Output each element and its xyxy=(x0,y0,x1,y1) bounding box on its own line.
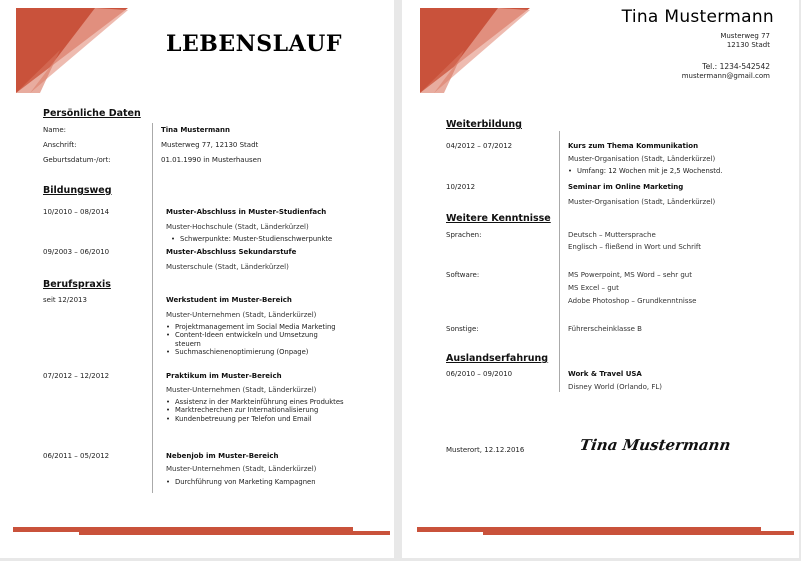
experience-bullets xyxy=(161,478,361,486)
corner-decoration xyxy=(402,0,532,96)
experience-org: Muster-Unternehmen (Stadt, Länderkürzel) xyxy=(166,386,317,394)
experience-title: Praktikum im Muster-Bereich xyxy=(166,372,282,380)
list-item: • Assistenz in der Markteinführung eines Produktes xyxy=(161,398,351,406)
training-title: Kurs zum Thema Kommunikation xyxy=(568,142,699,150)
education-org: Musterschule (Stadt, Länderkürzel) xyxy=(166,263,289,271)
list-item: • Umfang: 12 Wochen mit je 2,5 Wochenstd. xyxy=(563,167,763,175)
skills-line: MS Excel – gut xyxy=(568,284,619,292)
corner-decoration xyxy=(0,0,130,96)
experience-org: Muster-Unternehmen (Stadt, Länderkürzel) xyxy=(166,465,317,473)
section-heading-training: Weiterbildung xyxy=(446,119,522,130)
list-item: • Schwerpunkte: Muster-Studienschwerpunkte xyxy=(166,235,366,243)
skills-line: Deutsch – Muttersprache xyxy=(568,231,656,239)
section-heading-education: Bildungsweg xyxy=(43,185,112,196)
skills-line: MS Powerpoint, MS Word – sehr gut xyxy=(568,271,692,279)
education-date: 10/2010 – 08/2014 xyxy=(43,208,110,216)
label-address: Anschrift: xyxy=(43,141,77,149)
section-heading-abroad: Auslandserfahrung xyxy=(446,353,549,364)
education-bullets xyxy=(166,235,366,243)
experience-date: 07/2012 – 12/2012 xyxy=(43,372,110,380)
experience-date: seit 12/2013 xyxy=(43,296,87,304)
value-address: Musterweg 77, 12130 Stadt xyxy=(161,141,259,149)
list-item: • Marktrecherchen zur Internationalisierung xyxy=(161,406,351,414)
list-item: • Durchführung von Marketing Kampagnen xyxy=(161,478,361,486)
experience-title: Nebenjob im Muster-Bereich xyxy=(166,452,279,460)
list-item: • Kundenbetreuung per Telefon und Email xyxy=(161,415,351,423)
value-name: Tina Mustermann xyxy=(161,126,230,134)
section-heading-personal: Persönliche Daten xyxy=(43,108,141,119)
signature: Tina Mustermann xyxy=(578,436,732,454)
skills-label-software: Software: xyxy=(446,271,480,279)
experience-bullets xyxy=(161,398,351,423)
section-heading-experience: Berufspraxis xyxy=(43,279,111,290)
label-name: Name: xyxy=(43,126,67,134)
skills-line: Englisch – fließend in Wort und Schrift xyxy=(568,243,701,251)
experience-bullets xyxy=(161,323,341,357)
education-title: Muster-Abschluss Sekundarstufe xyxy=(166,248,297,256)
abroad-org: Disney World (Orlando, FL) xyxy=(568,383,663,391)
training-org: Muster-Organisation (Stadt, Länderkürzel) xyxy=(568,155,716,163)
abroad-title: Work & Travel USA xyxy=(568,370,642,378)
skills-label-other: Sonstige: xyxy=(446,325,479,333)
footer-bar xyxy=(79,531,390,535)
section-heading-skills: Weitere Kenntnisse xyxy=(446,213,551,224)
training-bullets xyxy=(563,167,763,175)
list-item: • Projektmanagement im Social Media Marketing xyxy=(161,323,341,331)
footer-bar xyxy=(483,531,794,535)
email: mustermann@gmail.com xyxy=(681,72,770,80)
skills-line: Adobe Photoshop – Grundkenntnisse xyxy=(568,297,697,305)
cv-page-1 xyxy=(0,0,394,558)
experience-org: Muster-Unternehmen (Stadt, Länderkürzel) xyxy=(166,311,317,319)
experience-title: Werkstudent im Muster-Bereich xyxy=(166,296,292,304)
phone: Tel.: 1234-542542 xyxy=(702,62,770,71)
list-item: • Content-Ideen entwickeln und Umsetzung steuern xyxy=(161,331,341,348)
education-title: Muster-Abschluss in Muster-Studienfach xyxy=(166,208,327,216)
experience-date: 06/2011 – 05/2012 xyxy=(43,452,110,460)
timeline-divider xyxy=(559,131,560,392)
timeline-divider xyxy=(152,123,153,493)
abroad-date: 06/2010 – 09/2010 xyxy=(446,370,513,378)
page-title: LEBENSLAUF xyxy=(166,31,342,57)
address-street: Musterweg 77 xyxy=(720,32,770,40)
skills-line: Führerscheinklasse B xyxy=(568,325,642,333)
applicant-name: Tina Mustermann xyxy=(621,7,774,27)
address-city: 12130 Stadt xyxy=(726,41,770,49)
list-item: • Suchmaschienenoptimierung (Onpage) xyxy=(161,348,341,356)
cv-page-2 xyxy=(402,0,799,558)
place-date: Musterort, 12.12.2016 xyxy=(446,446,525,454)
education-org: Muster-Hochschule (Stadt, Länderkürzel) xyxy=(166,223,309,231)
label-birth: Geburtsdatum-/ort: xyxy=(43,156,111,164)
training-date: 04/2012 – 07/2012 xyxy=(446,142,513,150)
skills-label-languages: Sprachen: xyxy=(446,231,482,239)
training-date: 10/2012 xyxy=(446,183,476,191)
value-birth: 01.01.1990 in Musterhausen xyxy=(161,156,262,164)
education-date: 09/2003 – 06/2010 xyxy=(43,248,110,256)
training-org: Muster-Organisation (Stadt, Länderkürzel) xyxy=(568,198,716,206)
training-title: Seminar im Online Marketing xyxy=(568,183,684,191)
